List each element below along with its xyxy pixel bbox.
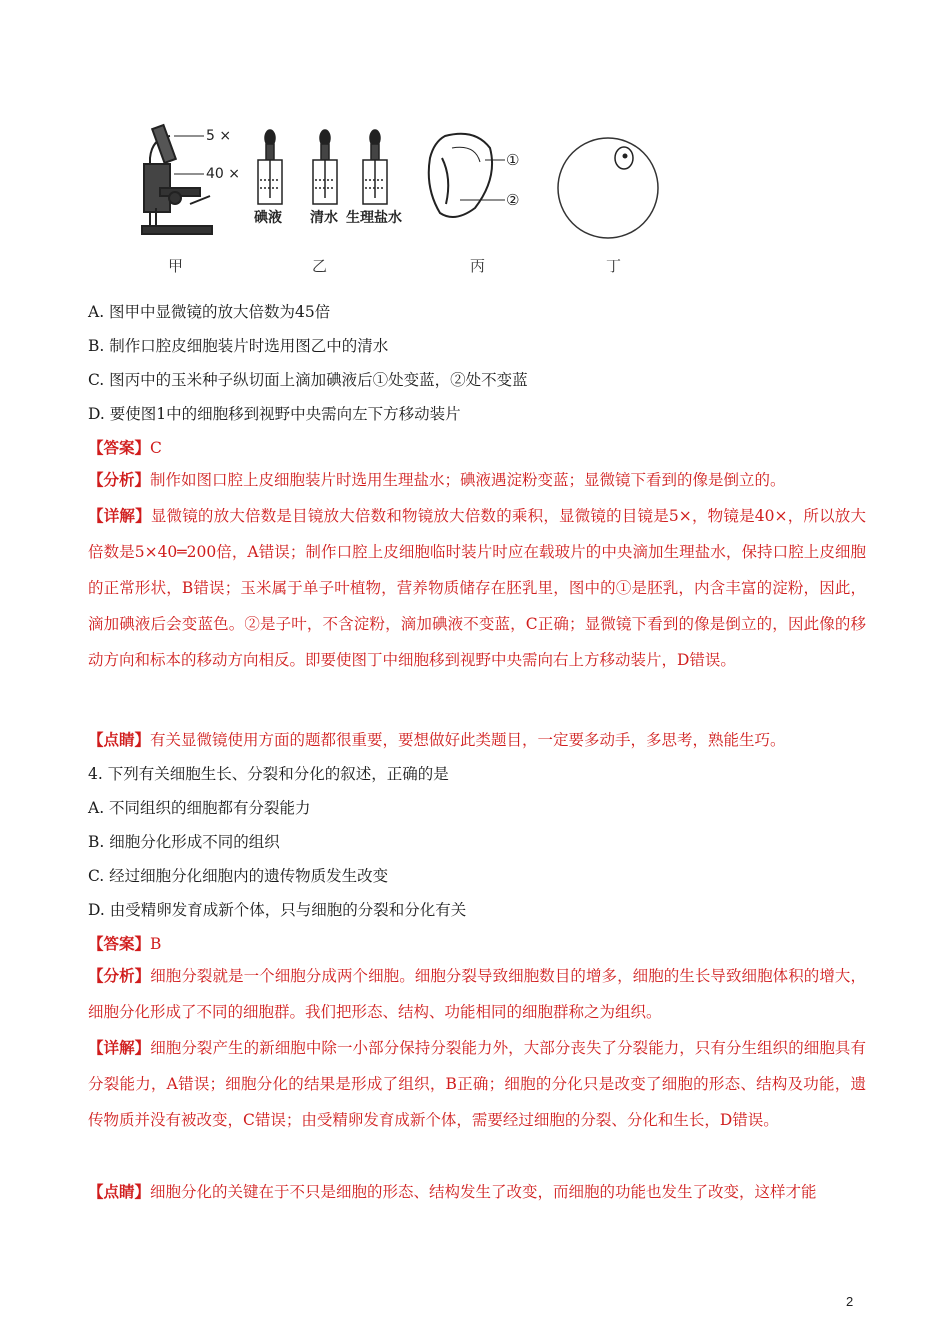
- q4-detail: [88, 1030, 866, 1138]
- seed-label-1: ①: [506, 151, 520, 169]
- answer-value: C: [150, 439, 162, 457]
- analysis-tag: 【分析】: [88, 966, 151, 985]
- answer-tag: 【答案】: [88, 438, 151, 457]
- comment-tag: 【点睛】: [88, 730, 151, 749]
- panel-label-bing: 丙: [470, 257, 486, 275]
- bottle-label-iodine: 碘液: [254, 210, 282, 226]
- q4-comment: [88, 1174, 866, 1210]
- detail-tag: 【详解】: [88, 1038, 151, 1057]
- q3-option-d: D. 要使图1中的细胞移到视野中央需向左下方移动装片: [88, 405, 461, 423]
- panel-label-jia: 甲: [168, 257, 184, 275]
- detail-tag: 【详解】: [88, 506, 151, 525]
- eyepiece-label: 5 ×: [206, 128, 232, 144]
- q3-option-c: C. 图丙中的玉米种子纵切面上滴加碘液后①处变蓝，②处不变蓝: [88, 371, 528, 389]
- analysis-text: 细胞分裂就是一个细胞分成两个细胞。细胞分裂导致细胞数目的增多，细胞的生长导致细胞体积的增大，细胞分化形成了不同的细胞群。我们把形态、结构、功能相同的细胞群称之为组织。: [88, 967, 866, 1021]
- analysis-tag: 【分析】: [88, 470, 151, 489]
- q3-option-a: A. 图甲中显微镜的放大倍数为45倍: [88, 303, 331, 321]
- experiment-figure: [130, 118, 670, 278]
- field-of-view-drawing: [558, 138, 658, 238]
- q3-detail: [88, 498, 866, 678]
- q4-option-c: C. 经过细胞分化细胞内的遗传物质发生改变: [88, 867, 389, 885]
- q3-option-b: B. 制作口腔皮细胞装片时选用图乙中的清水: [88, 337, 389, 355]
- panel-label-yi: 乙: [312, 257, 328, 275]
- panel-label-ding: 丁: [606, 257, 622, 275]
- q4-analysis: [88, 958, 866, 1030]
- bottle-label-saline: 生理盐水: [346, 210, 402, 226]
- answer-value: B: [150, 935, 162, 953]
- detail-text: 细胞分裂产生的新细胞中除一小部分保持分裂能力外，大部分丧失了分裂能力，只有分生组织的细胞具有分裂能力，A错误；细胞分化的结果是形成了组织，B正确；细胞的分化只是改变了细胞的形态、结构及功能，遗传物质并没有被改变，C错误；由受精卵发育成新个体，需要经过细胞的分裂、分化和生长，D错误。: [88, 1039, 866, 1129]
- objective-label: 40 ×: [206, 166, 240, 182]
- analysis-text: 制作如图口腔上皮细胞装片时选用生理盐水；碘液遇淀粉变蓝；显微镜下看到的像是倒立的。: [150, 471, 786, 489]
- bottle-label-water: 清水: [310, 210, 338, 226]
- microscope-drawing: [142, 125, 212, 234]
- q4-answer: [88, 934, 161, 954]
- corn-seed-drawing: [429, 134, 505, 217]
- q4-question: 4. 下列有关细胞生长、分裂和分化的叙述，正确的是: [88, 765, 449, 783]
- q4-option-d: D. 由受精卵发育成新个体，只与细胞的分裂和分化有关: [88, 901, 467, 919]
- page-number: 2: [846, 1294, 854, 1309]
- q3-analysis: [88, 462, 866, 498]
- seed-label-2: ②: [506, 191, 520, 209]
- q4-option-a: A. 不同组织的细胞都有分裂能力: [88, 799, 311, 817]
- q3-answer: [88, 438, 162, 458]
- dropper-bottles: [258, 130, 387, 204]
- answer-tag: 【答案】: [88, 934, 151, 953]
- detail-text: 显微镜的放大倍数是目镜放大倍数和物镜放大倍数的乘积，显微镜的目镜是5×，物镜是40×，所以放大倍数是5×40═200倍，A错误；制作口腔上皮细胞临时装片时应在载玻片的中央滴加生理盐水，保持口腔上皮细胞的正常形状，B错误；玉米属于单子叶植物，营养物质储存在胚乳里，图中的①是胚乳，内含丰富的淀粉，因此，滴加碘液后会变蓝色。②是子叶，不含淀粉，滴加碘液不变蓝，C正确；显微镜下看到的像是倒立的，因此像的移动方向和标本的移动方向相反。即要使图丁中细胞移到视野中央需向右上方移动装片，D错误。: [88, 507, 866, 669]
- q4-option-b: B. 细胞分化形成不同的组织: [88, 833, 280, 851]
- q3-comment: [88, 722, 866, 758]
- comment-text: 有关显微镜使用方面的题都很重要，要想做好此类题目，一定要多动手，多思考，熟能生巧。: [150, 731, 786, 749]
- comment-tag: 【点睛】: [88, 1182, 151, 1201]
- comment-text: 细胞分化的关键在于不只是细胞的形态、结构发生了改变，而细胞的功能也发生了改变，这样才能: [150, 1183, 817, 1201]
